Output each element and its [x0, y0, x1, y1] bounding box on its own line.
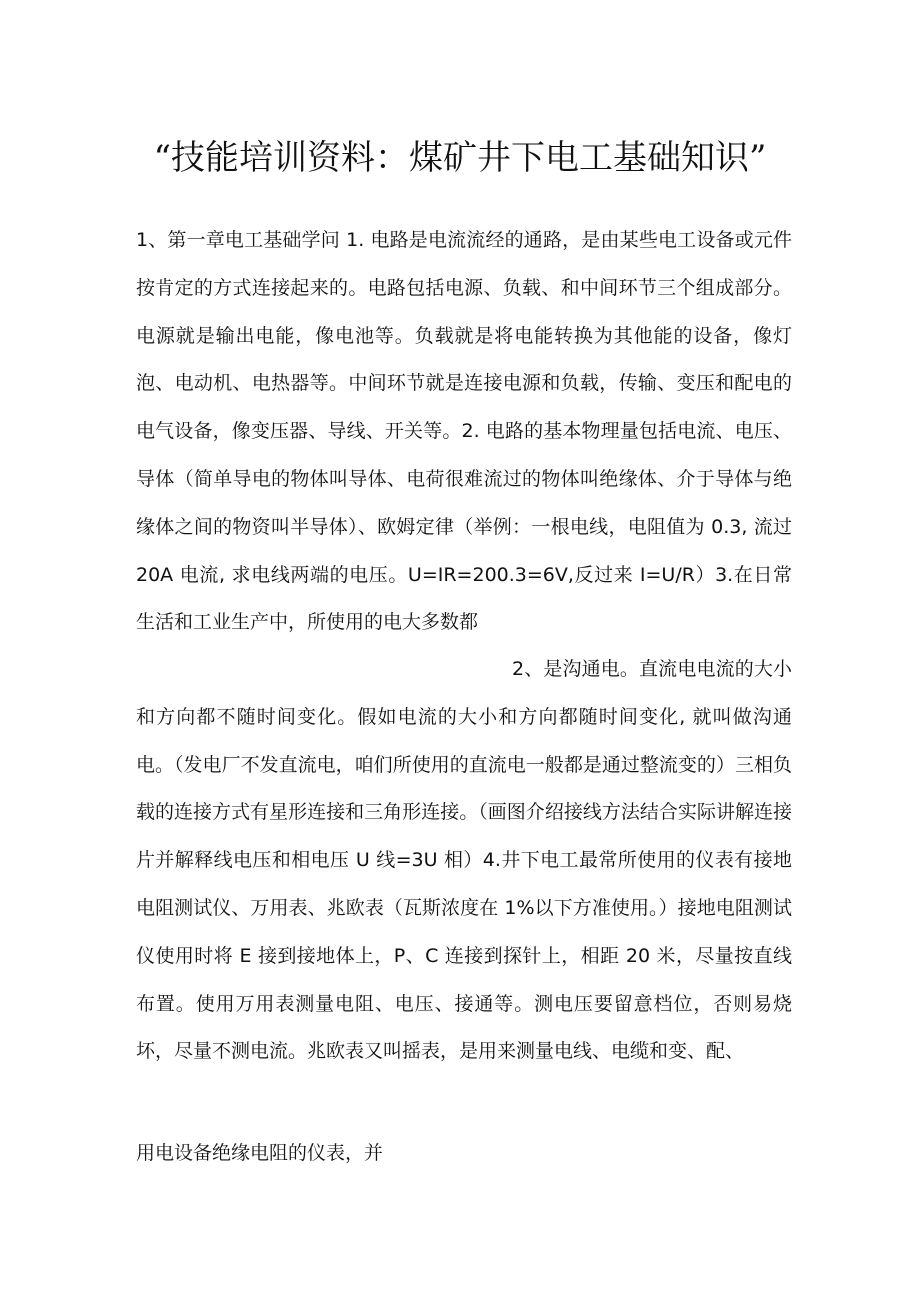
paragraph-1: 1、第一章电工基础学问 1. 电路是电流流经的通路，是由某些电工设备或元件按肯定的方式连接起来的。电路包括电源、负载、和中间环节三个组成部分。电源就是输出电能，像电池等。负载就是将电能转换为其他能的设备，像灯泡、电动机、电热器等。中间环节就是连接电源和负载，传输、变压和配电的电气设备，像变压器、导线、开关等。2. 电路的基本物理量包括电流、电压、导体（简单导电的物体叫导体、电荷很难流过的物体叫绝缘体、介于导体与绝缘体之间的物资叫半导体）、欧姆定律（举例：一根电线，电阻值为 0.3, 流过 20A 电流, 求电线两端的电压。U=IR=200.3=6V,反过来 I=U/R）3.在日常生活和工业生产中，所使用的电大多数都 — [136, 229, 792, 634]
document-title: “技能培训资料：煤矿井下电工基础知识” — [153, 138, 767, 178]
paragraph-3: 用电设备绝缘电阻的仪表，并 — [136, 1142, 384, 1164]
paragraph-2: 2、是沟通电。直流电电流的大小和方向都不随时间变化。假如电流的大小和方向都随时间变化, 就叫做沟通电。（发电厂不发直流电，咱们所使用的直流电一般都是通过整流变的）三相负载的连接方式有星形连接和三角形连接。（画图介绍接线方法结合实际讲解连接片并解释线电压和相电压 U 线=3U 相）4.井下电工最常所使用的仪表有接地电阻测试仪、万用表、兆欧表（瓦斯浓度在 1%以下方准使用。）接地电阻测试仪使用时将 E 接到接地体上，P、C 连接到探针上，相距 20 米，尽量按直线布置。使用万用表测量电阻、电压、接通等。测电压要留意档位，否则易烧坏，尽量不测电流。兆欧表又叫摇表，是用来测量电线、电缆和变、配、 — [136, 658, 792, 1063]
